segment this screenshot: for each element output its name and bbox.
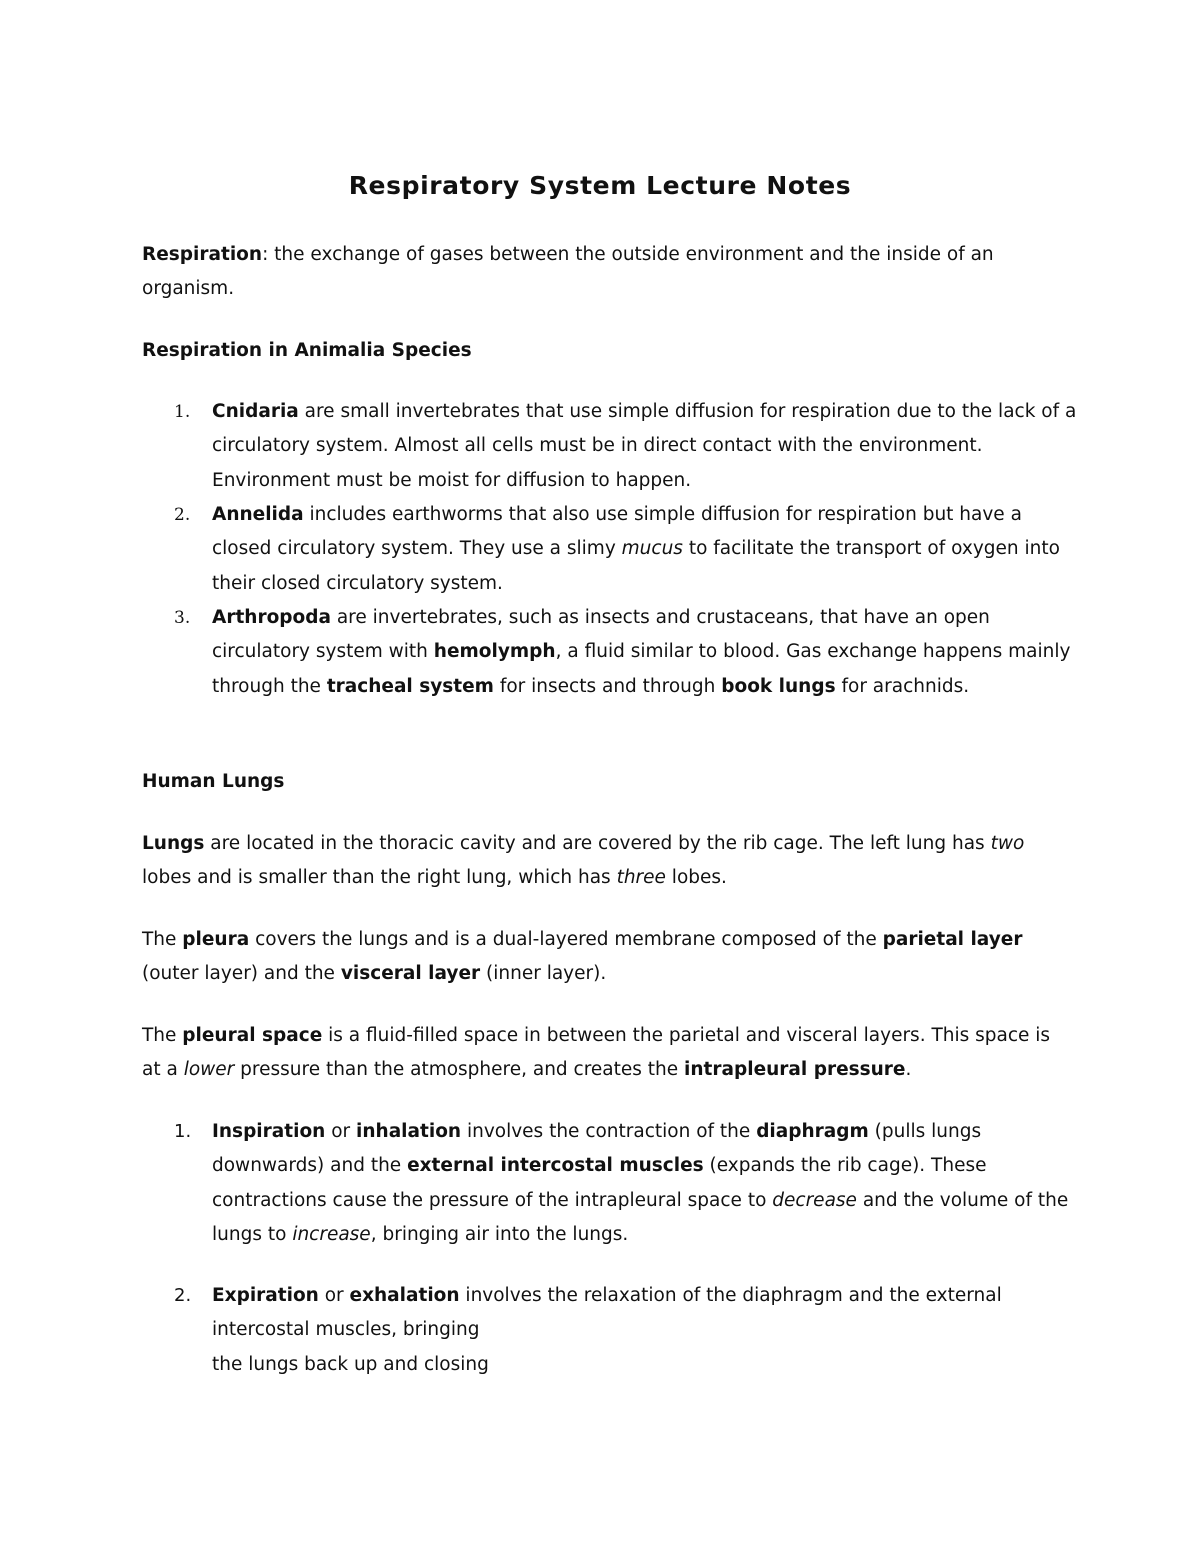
term-respiration: Respiration [142,244,263,265]
emphasis-three: three [616,867,666,889]
list-item-text: are small invertebrates that use simple diffusion for respiration due to the lack of a circulatory system. Almost all cells must be in direct contact with the environment. Environment must be moist for diffusion to happen. [212,401,1077,491]
term-pleural-space: pleural space [182,1025,323,1046]
list-item [174,395,1082,498]
list-item-text: includes earthworms that also use simple diffusion for respiration but have a closed circulatory system. They use a slimy [212,504,1022,560]
pleura-paragraph [142,923,1072,992]
list-item-text: involves the relaxation of the diaphragm and the external intercostal muscles, bringing [212,1285,1002,1341]
pleural-space-paragraph [142,1019,1072,1088]
list-number: 1. [174,402,191,422]
emphasis-two: two [990,833,1025,854]
term-visceral-layer: visceral layer [340,963,481,985]
paragraph-text: (inner layer). [480,963,607,985]
paragraph-text: . [905,1059,912,1081]
paragraph-text: lobes. [665,867,727,889]
paragraph-text: are located in the thoracic cavity and are covered by the rib cage. The left lung has [204,833,991,854]
list-item-text: and the volume of the lungs to [212,1189,1069,1245]
respiration-definition-text: : the exchange of gases between the outside environment and the inside of an organism. [142,244,994,300]
list-number: 1. [174,1121,192,1142]
list-item [174,601,1082,704]
term-book-lungs: book lungs [721,675,836,697]
list-item-text: (pulls lungs downwards) and the [212,1121,982,1177]
list-item-text: or [325,1121,357,1142]
emphasis-increase: increase [292,1223,371,1245]
term-external-intercostal-muscles: external intercostal muscles [407,1155,704,1177]
list-item-text: the lungs back up and closing [212,1353,489,1375]
term-expiration: Expiration [212,1285,319,1306]
term-parietal-layer: parietal layer [882,929,1023,950]
list-number: 2. [174,1285,192,1306]
term-hemolymph: hemolymph [433,641,556,663]
paragraph-text: (outer layer) and the [142,963,341,985]
list-item-text: for insects and through [493,675,722,697]
paragraph-text: The [142,929,183,950]
paragraph-text: covers the lungs and is a dual-layered membrane composed of the [249,929,883,950]
lungs-paragraph [142,827,1072,896]
list-number: 2. [174,505,191,525]
term-tracheal-system: tracheal system [326,675,494,697]
term-arthropoda: Arthropoda [212,607,331,628]
term-cnidaria: Cnidaria [212,401,299,422]
term-inspiration: Inspiration [212,1121,326,1142]
section-heading-human-lungs: Human Lungs [142,771,285,792]
list-item [174,498,1082,601]
paragraph-text: The [142,1025,183,1046]
page-title: Respiratory System Lecture Notes [348,171,852,200]
emphasis-decrease: decrease [772,1189,857,1211]
emphasis-mucus: mucus [621,538,683,560]
emphasis-lower: lower [183,1059,235,1081]
list-item-text: are invertebrates, such as insects and crustaceans, that have an open circulatory system with [212,607,990,663]
list-item-text: involves the contraction of the [461,1121,757,1142]
term-lungs: Lungs [142,833,205,854]
term-inhalation: inhalation [356,1121,462,1142]
list-item-text: for arachnids. [835,675,970,697]
list-item-text: (expands the rib cage). These contractions cause the pressure of the intrapleural space to [212,1155,987,1211]
section-heading-animalia: Respiration in Animalia Species [142,340,472,361]
term-pleura: pleura [182,929,250,950]
list-item-text: or [318,1285,350,1306]
paragraph-text: lobes and is smaller than the right lung, which has [142,867,617,889]
list-item-text: to facilitate the transport of oxygen into their closed circulatory system. [212,538,1060,594]
term-annelida: Annelida [212,504,304,525]
term-intrapleural-pressure: intrapleural pressure [684,1059,906,1081]
list-number: 3. [174,608,191,628]
list-item-text: , bringing air into the lungs. [370,1223,629,1245]
list-item-text: , a fluid similar to blood. Gas exchange happens mainly through the [212,641,1071,697]
term-diaphragm: diaphragm [756,1121,869,1142]
paragraph-text: pressure than the atmosphere, and creates the [234,1059,685,1081]
paragraph-text: is a fluid-filled space in between the parietal and visceral layers. This space is at a [142,1025,1051,1081]
list-item [174,1115,1082,1252]
list-item [174,1279,1082,1382]
term-exhalation: exhalation [349,1285,460,1306]
respiration-definition [142,238,1072,307]
